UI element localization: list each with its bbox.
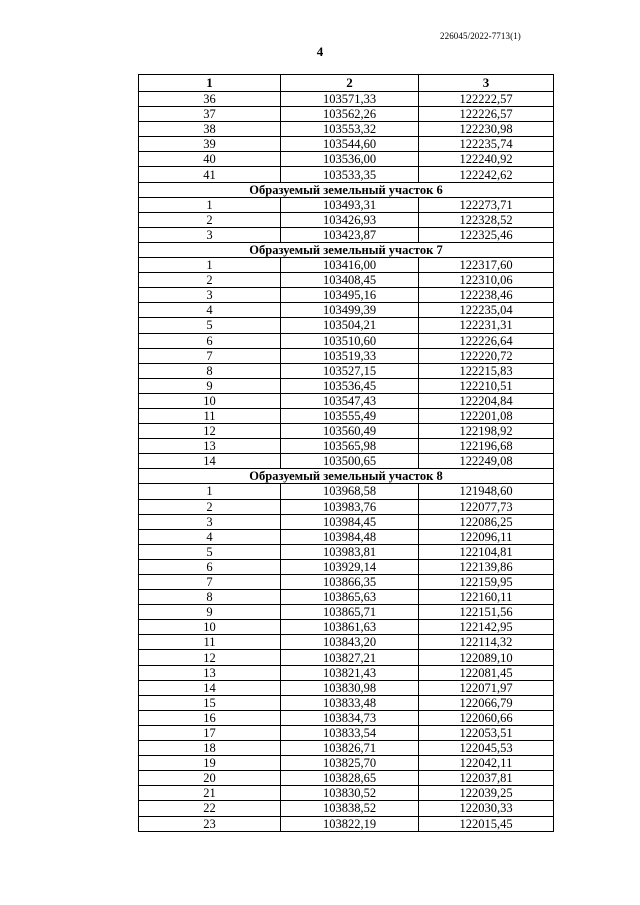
table-row <box>139 816 554 831</box>
y-coordinate-cell: 122071,97 <box>419 680 554 695</box>
point-number-cell: 22 <box>139 801 281 816</box>
x-coordinate-cell: 103983,76 <box>281 499 419 514</box>
x-coordinate-cell: 103827,21 <box>281 650 419 665</box>
table-row <box>139 333 554 348</box>
point-number-cell: 6 <box>139 559 281 574</box>
table-row <box>139 107 554 122</box>
table-row <box>139 288 554 303</box>
table-row <box>139 122 554 137</box>
y-coordinate-cell: 122310,06 <box>419 273 554 288</box>
page-number: 4 <box>316 44 324 59</box>
x-coordinate-cell: 103861,63 <box>281 620 419 635</box>
x-coordinate-cell: 103833,54 <box>281 725 419 740</box>
x-coordinate-cell: 103547,43 <box>281 393 419 408</box>
section-title: Образуемый земельный участок 8 <box>139 469 554 484</box>
point-number-cell: 20 <box>139 771 281 786</box>
x-coordinate-cell: 103553,32 <box>281 122 419 137</box>
point-number-cell: 1 <box>139 484 281 499</box>
table-row <box>139 741 554 756</box>
column-header-2: 2 <box>281 75 419 92</box>
table-row <box>139 348 554 363</box>
y-coordinate-cell: 122226,64 <box>419 333 554 348</box>
y-coordinate-cell: 122066,79 <box>419 695 554 710</box>
y-coordinate-cell: 122039,25 <box>419 786 554 801</box>
table-row <box>139 152 554 167</box>
table-row <box>139 575 554 590</box>
x-coordinate-cell: 103500,65 <box>281 454 419 469</box>
x-coordinate-cell: 103426,93 <box>281 212 419 227</box>
y-coordinate-cell: 122222,57 <box>419 92 554 107</box>
point-number-cell: 13 <box>139 665 281 680</box>
x-coordinate-cell: 103833,48 <box>281 695 419 710</box>
table-row <box>139 484 554 499</box>
x-coordinate-cell: 103533,35 <box>281 167 419 182</box>
x-coordinate-cell: 103830,52 <box>281 786 419 801</box>
point-number-cell: 5 <box>139 544 281 559</box>
point-number-cell: 11 <box>139 408 281 423</box>
point-number-cell: 1 <box>139 197 281 212</box>
x-coordinate-cell: 103984,48 <box>281 529 419 544</box>
x-coordinate-cell: 103504,21 <box>281 318 419 333</box>
point-number-cell: 36 <box>139 92 281 107</box>
table-row <box>139 620 554 635</box>
y-coordinate-cell: 122053,51 <box>419 725 554 740</box>
y-coordinate-cell: 122201,08 <box>419 408 554 423</box>
point-number-cell: 2 <box>139 273 281 288</box>
section-title: Образуемый земельный участок 7 <box>139 242 554 257</box>
y-coordinate-cell: 122159,95 <box>419 575 554 590</box>
x-coordinate-cell: 103843,20 <box>281 635 419 650</box>
point-number-cell: 16 <box>139 710 281 725</box>
table-body <box>139 92 554 832</box>
x-coordinate-cell: 103834,73 <box>281 710 419 725</box>
x-coordinate-cell: 103565,98 <box>281 439 419 454</box>
x-coordinate-cell: 103865,63 <box>281 590 419 605</box>
point-number-cell: 5 <box>139 318 281 333</box>
y-coordinate-cell: 122204,84 <box>419 393 554 408</box>
table-row <box>139 680 554 695</box>
point-number-cell: 18 <box>139 741 281 756</box>
table-row <box>139 514 554 529</box>
point-number-cell: 9 <box>139 378 281 393</box>
y-coordinate-cell: 122086,25 <box>419 514 554 529</box>
y-coordinate-cell: 122077,73 <box>419 499 554 514</box>
point-number-cell: 4 <box>139 303 281 318</box>
x-coordinate-cell: 103838,52 <box>281 801 419 816</box>
y-coordinate-cell: 122096,11 <box>419 529 554 544</box>
point-number-cell: 17 <box>139 725 281 740</box>
table-row <box>139 544 554 559</box>
point-number-cell: 8 <box>139 590 281 605</box>
x-coordinate-cell: 103536,00 <box>281 152 419 167</box>
y-coordinate-cell: 122089,10 <box>419 650 554 665</box>
table-row <box>139 559 554 574</box>
table-row <box>139 725 554 740</box>
y-coordinate-cell: 122235,04 <box>419 303 554 318</box>
y-coordinate-cell: 122042,11 <box>419 756 554 771</box>
x-coordinate-cell: 103828,65 <box>281 771 419 786</box>
point-number-cell: 9 <box>139 605 281 620</box>
table-row <box>139 665 554 680</box>
y-coordinate-cell: 122015,45 <box>419 816 554 831</box>
x-coordinate-cell: 103536,45 <box>281 378 419 393</box>
table-row <box>139 771 554 786</box>
table-row <box>139 801 554 816</box>
table-row <box>139 273 554 288</box>
y-coordinate-cell: 122045,53 <box>419 741 554 756</box>
table-row <box>139 695 554 710</box>
y-coordinate-cell: 122198,92 <box>419 424 554 439</box>
y-coordinate-cell: 122231,31 <box>419 318 554 333</box>
table-row <box>139 137 554 152</box>
y-coordinate-cell: 121948,60 <box>419 484 554 499</box>
point-number-cell: 38 <box>139 122 281 137</box>
point-number-cell: 14 <box>139 454 281 469</box>
y-coordinate-cell: 122273,71 <box>419 197 554 212</box>
point-number-cell: 6 <box>139 333 281 348</box>
x-coordinate-cell: 103929,14 <box>281 559 419 574</box>
x-coordinate-cell: 103822,19 <box>281 816 419 831</box>
x-coordinate-cell: 103571,33 <box>281 92 419 107</box>
table-row <box>139 499 554 514</box>
y-coordinate-cell: 122160,11 <box>419 590 554 605</box>
table-row <box>139 393 554 408</box>
point-number-cell: 10 <box>139 620 281 635</box>
x-coordinate-cell: 103830,98 <box>281 680 419 695</box>
x-coordinate-cell: 103826,71 <box>281 741 419 756</box>
point-number-cell: 13 <box>139 439 281 454</box>
point-number-cell: 11 <box>139 635 281 650</box>
point-number-cell: 3 <box>139 227 281 242</box>
table-row <box>139 529 554 544</box>
point-number-cell: 7 <box>139 575 281 590</box>
table-row <box>139 710 554 725</box>
table-row <box>139 439 554 454</box>
y-coordinate-cell: 122325,46 <box>419 227 554 242</box>
column-header-1: 1 <box>139 75 281 92</box>
point-number-cell: 21 <box>139 786 281 801</box>
point-number-cell: 4 <box>139 529 281 544</box>
x-coordinate-cell: 103408,45 <box>281 273 419 288</box>
y-coordinate-cell: 122235,74 <box>419 137 554 152</box>
y-coordinate-cell: 122037,81 <box>419 771 554 786</box>
y-coordinate-cell: 122226,57 <box>419 107 554 122</box>
y-coordinate-cell: 122249,08 <box>419 454 554 469</box>
table-row <box>139 378 554 393</box>
x-coordinate-cell: 103527,15 <box>281 363 419 378</box>
section-title-row <box>139 242 554 257</box>
table-row <box>139 258 554 273</box>
table-row <box>139 212 554 227</box>
y-coordinate-cell: 122240,92 <box>419 152 554 167</box>
y-coordinate-cell: 122230,98 <box>419 122 554 137</box>
point-number-cell: 2 <box>139 499 281 514</box>
table-row <box>139 590 554 605</box>
y-coordinate-cell: 122104,81 <box>419 544 554 559</box>
table-row <box>139 650 554 665</box>
table-row <box>139 167 554 182</box>
point-number-cell: 12 <box>139 424 281 439</box>
x-coordinate-cell: 103984,45 <box>281 514 419 529</box>
section-title-row <box>139 469 554 484</box>
table-row <box>139 363 554 378</box>
y-coordinate-cell: 122151,56 <box>419 605 554 620</box>
point-number-cell: 12 <box>139 650 281 665</box>
section-title-row <box>139 182 554 197</box>
x-coordinate-cell: 103519,33 <box>281 348 419 363</box>
point-number-cell: 3 <box>139 514 281 529</box>
table-row <box>139 197 554 212</box>
point-number-cell: 8 <box>139 363 281 378</box>
y-coordinate-cell: 122060,66 <box>419 710 554 725</box>
y-coordinate-cell: 122317,60 <box>419 258 554 273</box>
y-coordinate-cell: 122220,72 <box>419 348 554 363</box>
table-row <box>139 605 554 620</box>
point-number-cell: 41 <box>139 167 281 182</box>
x-coordinate-cell: 103821,43 <box>281 665 419 680</box>
point-number-cell: 40 <box>139 152 281 167</box>
y-coordinate-cell: 122142,95 <box>419 620 554 635</box>
table-row <box>139 635 554 650</box>
x-coordinate-cell: 103555,49 <box>281 408 419 423</box>
point-number-cell: 15 <box>139 695 281 710</box>
y-coordinate-cell: 122215,83 <box>419 363 554 378</box>
table-row <box>139 318 554 333</box>
y-coordinate-cell: 122196,68 <box>419 439 554 454</box>
point-number-cell: 1 <box>139 258 281 273</box>
point-number-cell: 7 <box>139 348 281 363</box>
x-coordinate-cell: 103416,00 <box>281 258 419 273</box>
point-number-cell: 37 <box>139 107 281 122</box>
table-row <box>139 303 554 318</box>
point-number-cell: 14 <box>139 680 281 695</box>
x-coordinate-cell: 103423,87 <box>281 227 419 242</box>
table-row <box>139 408 554 423</box>
x-coordinate-cell: 103510,60 <box>281 333 419 348</box>
point-number-cell: 39 <box>139 137 281 152</box>
x-coordinate-cell: 103560,49 <box>281 424 419 439</box>
table-row <box>139 786 554 801</box>
point-number-cell: 3 <box>139 288 281 303</box>
column-header-3: 3 <box>419 75 554 92</box>
x-coordinate-cell: 103544,60 <box>281 137 419 152</box>
y-coordinate-cell: 122238,46 <box>419 288 554 303</box>
table-row <box>139 756 554 771</box>
x-coordinate-cell: 103493,31 <box>281 197 419 212</box>
x-coordinate-cell: 103562,26 <box>281 107 419 122</box>
point-number-cell: 19 <box>139 756 281 771</box>
header-row <box>139 75 554 92</box>
table-row <box>139 454 554 469</box>
table-row <box>139 92 554 107</box>
section-title: Образуемый земельный участок 6 <box>139 182 554 197</box>
point-number-cell: 23 <box>139 816 281 831</box>
y-coordinate-cell: 122081,45 <box>419 665 554 680</box>
point-number-cell: 10 <box>139 393 281 408</box>
document-id: 226045/2022-7713(1) <box>440 31 521 41</box>
table-row <box>139 227 554 242</box>
x-coordinate-cell: 103495,16 <box>281 288 419 303</box>
x-coordinate-cell: 103865,71 <box>281 605 419 620</box>
table-header <box>139 75 554 92</box>
table-row <box>139 424 554 439</box>
coordinates-table <box>138 74 554 832</box>
y-coordinate-cell: 122114,32 <box>419 635 554 650</box>
point-number-cell: 2 <box>139 212 281 227</box>
y-coordinate-cell: 122030,33 <box>419 801 554 816</box>
x-coordinate-cell: 103499,39 <box>281 303 419 318</box>
y-coordinate-cell: 122242,62 <box>419 167 554 182</box>
y-coordinate-cell: 122139,86 <box>419 559 554 574</box>
y-coordinate-cell: 122328,52 <box>419 212 554 227</box>
x-coordinate-cell: 103825,70 <box>281 756 419 771</box>
x-coordinate-cell: 103983,81 <box>281 544 419 559</box>
x-coordinate-cell: 103866,35 <box>281 575 419 590</box>
x-coordinate-cell: 103968,58 <box>281 484 419 499</box>
y-coordinate-cell: 122210,51 <box>419 378 554 393</box>
